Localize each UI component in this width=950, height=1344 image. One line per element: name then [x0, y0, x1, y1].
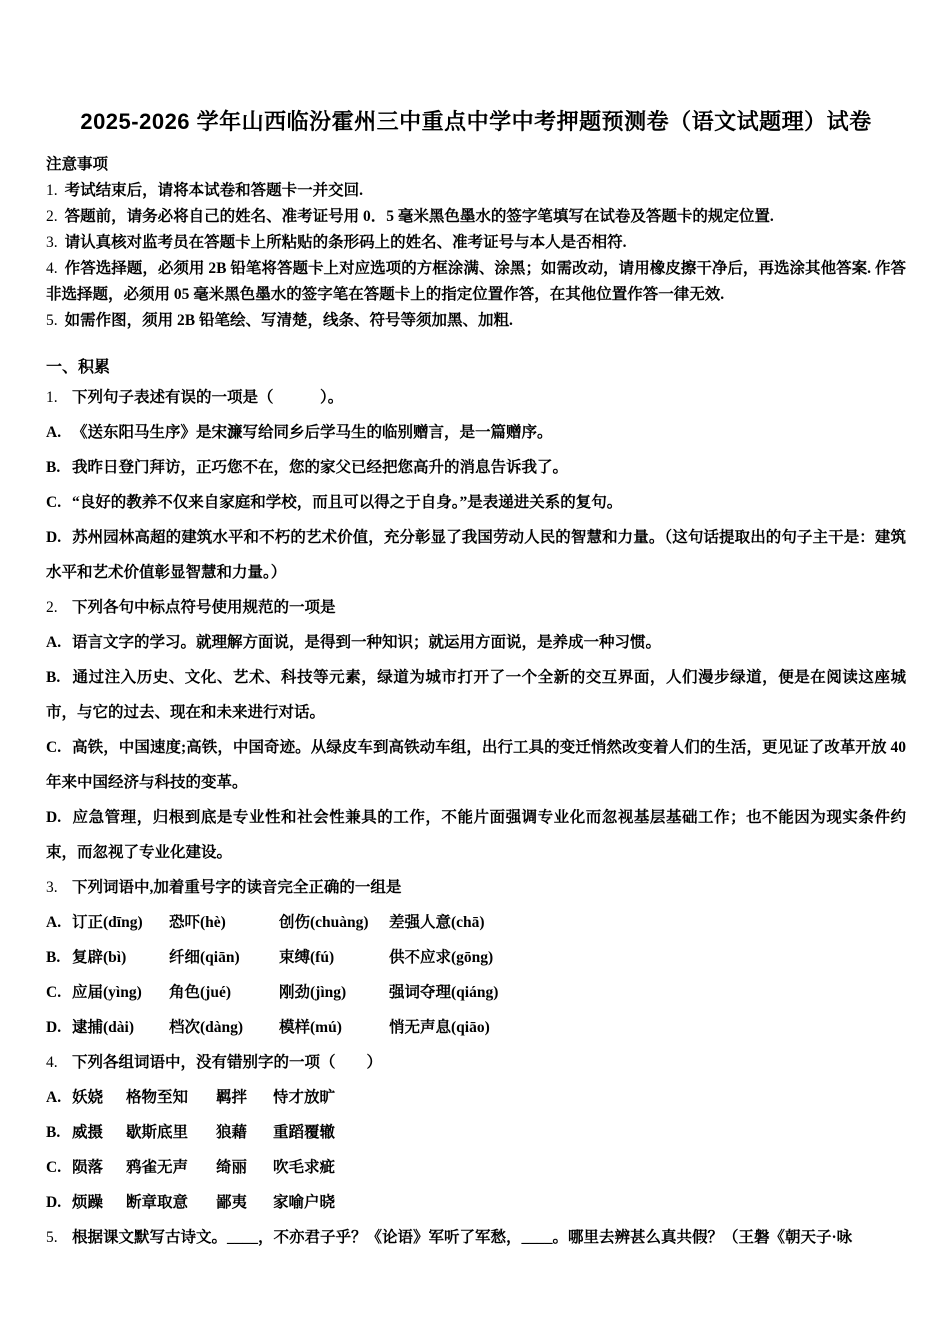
question-2-stem [46, 590, 906, 625]
word-item: 烦躁 [72, 1194, 104, 1211]
notice-item-text: 请认真核对监考员在答题卡上所粘贴的条形码上的姓名、准考证号与本人是否相符. [64, 234, 627, 251]
question-3 [46, 870, 906, 1045]
option-label: D. [46, 809, 62, 826]
question-1-option-a [46, 415, 906, 450]
word-item: 差强人意(chā) [389, 914, 485, 931]
question-2-option-c [46, 730, 906, 800]
option-label: D. [46, 1019, 62, 1036]
option-label: C. [46, 494, 62, 511]
notice-item-text: 如需作图，须用 2B 铅笔绘、写清楚，线条、符号等须加黑、加粗. [64, 312, 513, 329]
question-5-stem [46, 1220, 906, 1255]
notice-item-text: 答题前，请务必将自己的姓名、准考证号用 0．5 毫米黑色墨水的签字笔填写在试卷及答题卡的规定位置. [64, 208, 774, 225]
question-1-stem-text: 下列句子表述有误的一项是（ ）。 [72, 389, 344, 406]
word-item: 强词夺理(qiáng) [389, 984, 499, 1001]
option-label: B. [46, 949, 61, 966]
question-4-stem-text: 下列各组词语中，没有错别字的一项（ ） [72, 1054, 383, 1071]
word-item: 羁拌 [216, 1089, 248, 1106]
notice-section [46, 152, 906, 334]
word-item: 纤细(qiān) [169, 949, 240, 966]
question-4-option-c [46, 1150, 906, 1185]
option-label: A. [46, 634, 62, 651]
notice-item-number: 1. [46, 182, 58, 199]
question-3-stem-text: 下列词语中,加着重号字的读音完全正确的一组是 [72, 879, 402, 896]
paper-title: 2025-2026 学年山西临汾霍州三中重点中学中考押题预测卷（语文试题理）试卷 [80, 109, 872, 134]
question-4-stem [46, 1045, 906, 1080]
question-2-number: 2. [46, 599, 58, 616]
question-3-option-d [46, 1010, 906, 1045]
question-2-option-b [46, 660, 906, 730]
question-2-option-a [46, 625, 906, 660]
option-label: B. [46, 1124, 61, 1141]
question-4 [46, 1045, 906, 1220]
word-item: 重蹈覆辙 [273, 1124, 336, 1141]
word-item: 复辟(bì) [72, 949, 127, 966]
question-1-stem [46, 380, 906, 415]
word-item: 歇斯底里 [126, 1124, 189, 1141]
option-label: C. [46, 1159, 62, 1176]
word-item: 订正(dīng) [72, 914, 143, 931]
question-2-option-d [46, 800, 906, 870]
word-item: 家喻户晓 [273, 1194, 336, 1211]
notice-item-number: 2. [46, 208, 58, 225]
notice-item [46, 308, 906, 334]
notice-item-number: 5. [46, 312, 58, 329]
word-item: 威摄 [72, 1124, 104, 1141]
word-item: 鄙夷 [216, 1194, 248, 1211]
word-item: 模样(mú) [279, 1019, 342, 1036]
option-text: 苏州园林高超的建筑水平和不朽的艺术价值，充分彰显了我国劳动人民的智慧和力量。（这句话提取出的句子主干是：建筑水平和艺术价值彰显智慧和力量。） [46, 529, 906, 581]
option-text: 《送东阳马生序》是宋濂写给同乡后学马生的临别赠言，是一篇赠序。 [72, 424, 553, 441]
notice-item [46, 256, 906, 308]
question-1-option-c [46, 485, 906, 520]
notice-item-number: 4. [46, 260, 58, 277]
notice-heading: 注意事项 [46, 156, 109, 173]
word-item: 妖娆 [72, 1089, 104, 1106]
word-item: 束缚(fú) [279, 949, 335, 966]
question-4-number: 4. [46, 1054, 58, 1071]
word-item: 陨落 [72, 1159, 104, 1176]
word-item: 断章取意 [126, 1194, 189, 1211]
option-text: 应急管理，归根到底是专业性和社会性兼具的工作，不能片面强调专业化而忽视基层基础工作；也不能因为现实条件约束，而忽视了专业化建设。 [46, 809, 906, 861]
option-label: B. [46, 459, 61, 476]
question-3-option-a [46, 905, 906, 940]
option-label: C. [46, 984, 62, 1001]
option-label: A. [46, 424, 62, 441]
option-label: D. [46, 529, 62, 546]
option-label: C. [46, 739, 62, 756]
question-1-number: 1. [46, 389, 58, 406]
option-text: “良好的教养不仅来自家庭和学校，而且可以得之于自身。”是表递进关系的复句。 [72, 494, 623, 511]
notice-item-text: 考试结束后，请将本试卷和答题卡一并交回. [64, 182, 364, 199]
option-text: 通过注入历史、文化、艺术、科技等元素，绿道为城市打开了一个全新的交互界面，人们漫步绿道，便是在阅读这座城市，与它的过去、现在和未来进行对话。 [46, 669, 906, 721]
option-label: B. [46, 669, 61, 686]
question-2 [46, 590, 906, 870]
question-5-number: 5. [46, 1229, 58, 1246]
word-item: 狼藉 [216, 1124, 248, 1141]
question-3-option-b [46, 940, 906, 975]
word-item: 供不应求(gōng) [389, 949, 494, 966]
option-label: D. [46, 1194, 62, 1211]
questions-area [46, 380, 906, 1255]
word-item: 绮丽 [216, 1159, 248, 1176]
word-item: 恃才放旷 [273, 1089, 336, 1106]
question-2-stem-text: 下列各句中标点符号使用规范的一项是 [72, 599, 336, 616]
word-item: 角色(jué) [169, 984, 231, 1001]
question-4-option-a [46, 1080, 906, 1115]
option-text: 我昨日登门拜访，正巧您不在，您的家父已经把您高升的消息告诉我了。 [72, 459, 569, 476]
option-text: 语言文字的学习。就理解方面说，是得到一种知识；就运用方面说，是养成一种习惯。 [72, 634, 662, 651]
option-label: A. [46, 914, 62, 931]
word-item: 吹毛求疵 [273, 1159, 336, 1176]
question-4-option-d [46, 1185, 906, 1220]
notice-item-text: 作答选择题，必须用 2B 铅笔将答题卡上对应选项的方框涂满、涂黑；如需改动，请用橡皮擦干净后，再选涂其他答案. 作答非选择题，必须用 05 毫米黑色墨水的签字笔在答题卡上的指定位置作答，在其他位置作答一律无效. [46, 260, 906, 303]
question-5-stem-text: 根据课文默写古诗文。____，不亦君子乎？《论语》军听了军愁，____。哪里去辨甚么真共假？（王磐《朝天子·咏 [72, 1229, 853, 1246]
notice-item [46, 230, 906, 256]
question-3-stem [46, 870, 906, 905]
word-item: 悄无声息(qiāo) [389, 1019, 490, 1036]
word-item: 鸦雀无声 [126, 1159, 189, 1176]
question-3-number: 3. [46, 879, 58, 896]
word-item: 逮捕(dài) [72, 1019, 135, 1036]
section-heading-accumulation: 一、积累 [46, 359, 111, 376]
notice-item-number: 3. [46, 234, 58, 251]
notice-item [46, 178, 906, 204]
question-1-option-b [46, 450, 906, 485]
question-5 [46, 1220, 906, 1255]
word-item: 档次(dàng) [169, 1019, 244, 1036]
word-item: 应届(yìng) [72, 984, 142, 1001]
question-1-option-d [46, 520, 906, 590]
question-1 [46, 380, 906, 590]
word-item: 创伤(chuàng) [279, 914, 369, 931]
notice-item [46, 204, 906, 230]
word-item: 格物至知 [126, 1089, 189, 1106]
option-label: A. [46, 1089, 62, 1106]
word-item: 刚劲(jìng) [279, 984, 347, 1001]
question-4-option-b [46, 1115, 906, 1150]
question-3-option-c [46, 975, 906, 1010]
word-item: 恐吓(hè) [169, 914, 226, 931]
option-text: 高铁，中国速度;高铁，中国奇迹。从绿皮车到高铁动车组，出行工具的变迁悄然改变着人们的生活，更见证了改革开放 40 年来中国经济与科技的变革。 [46, 739, 906, 791]
